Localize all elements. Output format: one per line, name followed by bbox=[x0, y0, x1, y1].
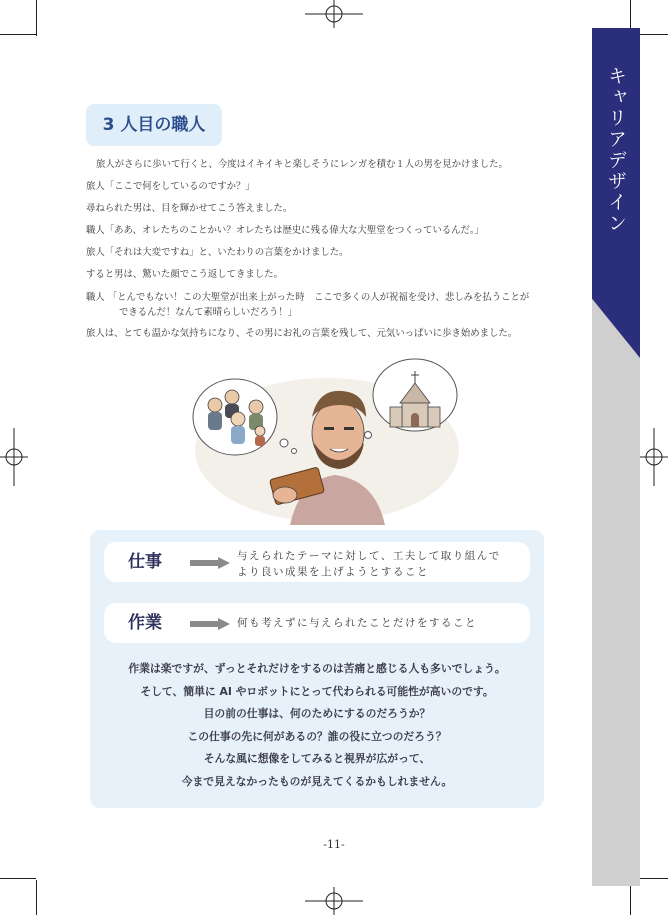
story-line: 旅人は、とても温かな気持ちになり、その男にお礼の言葉を残して、元気いっぱいに歩き始めました。 bbox=[86, 328, 518, 339]
definition-card-task bbox=[104, 603, 530, 643]
message-line: 作業は楽ですが、ずっとそれだけをするのは苦痛と感じる人も多いでしょう。 bbox=[128, 662, 506, 675]
definition-line: より良い成果を上げようとすること bbox=[237, 566, 429, 578]
craftsman-illustration bbox=[190, 355, 465, 525]
story-line: 旅人「ここで何をしているのですか？」 bbox=[86, 181, 255, 192]
message-line: 今まで見えなかったものが見えてくるかもしれません。 bbox=[181, 774, 453, 788]
page-number: -11- bbox=[323, 838, 345, 851]
arrow-right-icon bbox=[190, 557, 230, 569]
message-line: この仕事の先に何があるの？誰の役に立つのだろう？ bbox=[187, 729, 447, 743]
term-definition bbox=[237, 548, 501, 580]
definition-line: 与えられたテーマに対して、工夫して取り組んで bbox=[237, 550, 501, 562]
story-line: 職人「ああ、オレたちのことかい？オレたちは歴史に残る偉大な大聖堂をつくっているんだ。」 bbox=[86, 225, 484, 236]
side-tab bbox=[592, 28, 640, 886]
story-line: すると男は、驚いた顔でこう返してきました。 bbox=[86, 269, 283, 280]
registration-mark-right bbox=[640, 428, 668, 486]
definition-card-work bbox=[104, 542, 530, 582]
registration-mark-bottom bbox=[305, 887, 363, 915]
term-label: 仕事 bbox=[128, 552, 162, 572]
story-line: 旅人がさらに歩いて行くと、今度はイキイキと楽しそうにレンガを積む１人の男を見かけました。 bbox=[96, 159, 508, 170]
term-label: 作業 bbox=[128, 613, 162, 633]
story-text bbox=[86, 154, 576, 345]
story-line: 旅人「それは大変ですね」と、いたわりの言葉をかけました。 bbox=[86, 247, 349, 258]
definition-panel bbox=[90, 530, 544, 808]
story-quote bbox=[86, 286, 576, 323]
message-text bbox=[90, 658, 544, 793]
story-line: 尋ねられた男は、目を輝かせてこう答えました。 bbox=[86, 203, 293, 214]
definition-line: 何も考えずに与えられたことだけをすること bbox=[237, 617, 477, 629]
message-line: そして、簡単に AI やロボットにとって代わられる可能性が高いのです。 bbox=[140, 684, 494, 698]
arrow-right-icon bbox=[190, 618, 230, 630]
term-definition bbox=[237, 603, 477, 643]
message-line: 目の前の仕事は、何のためにするのだろうか？ bbox=[203, 707, 431, 720]
story-line: 職人 「とんでもない！この大聖堂が出来上がった時 ここで多くの人が祝福を受け、悲しみを払うことが bbox=[86, 292, 530, 303]
section-label: キャリアデザイン bbox=[605, 66, 627, 234]
registration-mark-left bbox=[0, 428, 28, 486]
story-line: できるんだ！なんて素晴らしいだろう！」 bbox=[119, 307, 298, 318]
page-title: 3 人目の職人 bbox=[102, 115, 206, 135]
title-box bbox=[86, 104, 222, 146]
message-line: そんな風に想像をしてみると視界が広がって、 bbox=[203, 752, 431, 765]
registration-mark-top bbox=[305, 0, 363, 28]
